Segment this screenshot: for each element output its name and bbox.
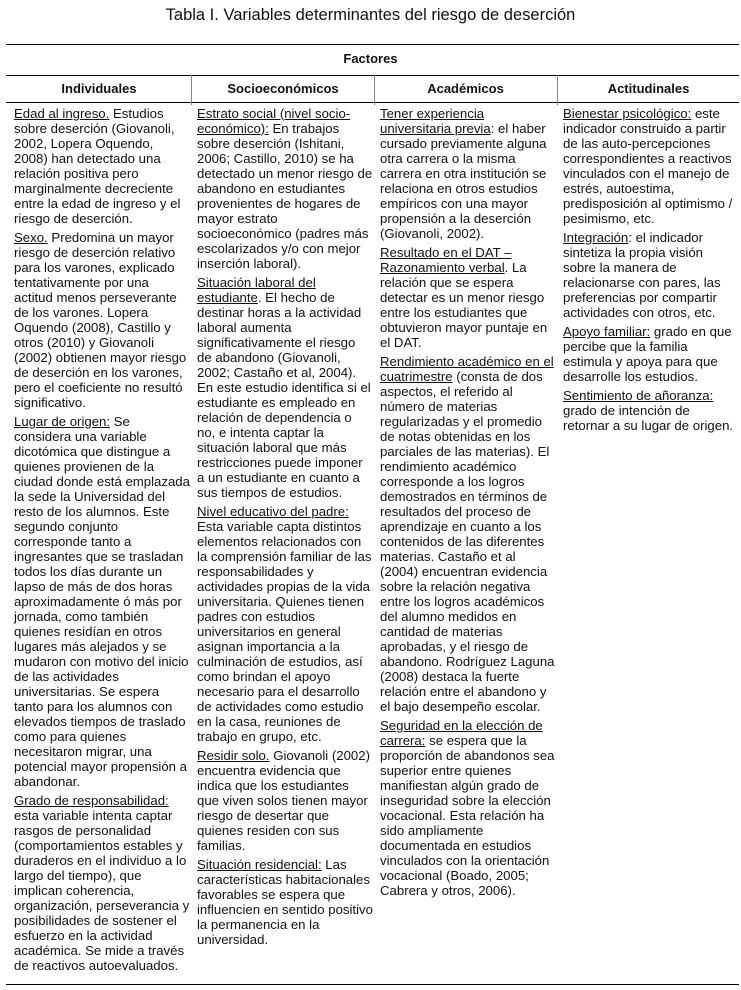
variable-description: esta variable intenta captar rasgos de personalidad (comportamientos estables y duraderos en el individuo a lo largo del tiempo), que implican coherencia, organización, perseverancia y posibilidades de sostener el esfuerzo en la actividad académica. Se mide a través de reactivos autoevaluados. bbox=[14, 808, 190, 973]
variable-term: Seguridad en la elección de carrera: bbox=[380, 718, 543, 748]
variable-entry bbox=[14, 230, 190, 410]
variable-description: Predomina un mayor riesgo de deserción relativo para los varones, explicado tentativamente por una actitud menos perseverante de los varones. Lopera Oquendo (2008), Castillo y otros (2010) y Giovanoli (2002) obtienen mayor riesgo de deserción en los varones, pero el coeficiente no resultó significativo. bbox=[14, 230, 187, 410]
variable-description: . El hecho de destinar horas a la actividad laboral aumenta significativamente el riesgo de abandono (Giovanoli, 2002; Castaño et al, 2004). En este estudio identifica si el estudiante es empleado en relación de dependencia o no, e intenta captar la situación laboral que más restricciones puede imponer a un estudiante en cuanto a sus tiempos de estudios. bbox=[197, 290, 371, 500]
variable-term: Situación laboral del estudiante bbox=[197, 275, 316, 305]
variable-description: grado en que percibe que la familia estimula y apoya para que desarrolle los estudios. bbox=[563, 324, 732, 384]
column-header-actitudinales: Actitudinales bbox=[607, 81, 690, 96]
variable-entry bbox=[197, 857, 373, 947]
column-header-rule bbox=[6, 102, 739, 103]
column-2-content bbox=[380, 106, 556, 902]
variable-term: Tener experiencia universitaria previa bbox=[380, 106, 491, 136]
variable-entry bbox=[197, 504, 373, 744]
variable-description: grado de intención de retornar a su lugar de origen. bbox=[563, 403, 734, 433]
variable-term: Resultado en el DAT – Razonamiento verbal bbox=[380, 245, 512, 275]
column-3-content bbox=[563, 106, 739, 437]
variable-entry bbox=[563, 324, 739, 384]
variable-description: Giovanoli (2002) encuentra evidencia que indica que los estudiantes que viven solos tienen mayor riesgo de desertar que quienes residen con sus familias. bbox=[197, 748, 370, 853]
variable-term: Sentimiento de añoranza: bbox=[563, 388, 714, 403]
variable-entry bbox=[14, 793, 190, 973]
variable-entry bbox=[563, 230, 739, 320]
variable-term: Nivel educativo del padre: bbox=[197, 504, 349, 519]
variable-term: Sexo. bbox=[14, 230, 48, 245]
variable-term: Situación residencial: bbox=[197, 857, 322, 872]
header-rule bbox=[6, 75, 739, 76]
variable-term: Edad al ingreso. bbox=[14, 106, 110, 121]
variable-description: Las características habitacionales favorables se espera que influencien en sentido positivo la permanencia en la universidad. bbox=[197, 857, 373, 947]
variable-description: Estudios sobre deserción (Giovanoli, 2002, Lopera Oquendo, 2008) han detectado una relación positiva pero marginalmente decreciente entre la edad de ingreso y el riesgo de deserción. bbox=[14, 106, 181, 226]
column-1-content bbox=[197, 106, 373, 951]
variable-description: Esta variable capta distintos elementos relacionados con la comprensión familiar de las responsabilidades y actividades propias de la vida universitaria. Quienes tienen padres con estudios universitarios en general asignan importancia a la culminación de estudios, así como brindan el apoyo necesario para el desarrollo de actividades como estudio en la casa, reuniones de trabajo en grupo, etc. bbox=[197, 519, 372, 744]
variable-term: Bienestar psicológico: bbox=[563, 106, 692, 121]
variable-term: Integración bbox=[563, 230, 629, 245]
variable-term: Rendimiento académico en el cuatrimestre bbox=[380, 354, 554, 384]
column-divider bbox=[374, 75, 375, 105]
column-header-academicos: Académicos bbox=[427, 81, 504, 96]
variable-term: Apoyo familiar: bbox=[563, 324, 651, 339]
variable-term: Residir solo. bbox=[197, 748, 270, 763]
variable-entry bbox=[563, 106, 739, 226]
variable-description: : el haber cursado previamente alguna otra carrera o la misma carrera en otra institución se relaciona en otros estudios empíricos con una mayor propensión a la deserción (Giovanoli, 2002). bbox=[380, 121, 547, 241]
variable-description: se espera que la proporción de abandonos sea superior entre quienes manifiestan algún grado de inseguridad sobre la elección vocacional. Esta relación ha sido ampliamente documentada en estudios vinculados con la orientación vocacional (Boado, 2005; Cabrera y otros, 2006). bbox=[380, 733, 555, 898]
variable-entry bbox=[380, 106, 556, 241]
variable-term: Estrato social (nivel socio-económico): bbox=[197, 106, 351, 136]
variable-description: . La relación que se espera detectar es un menor riesgo entre los estudiantes que obtuvieron mayor puntaje en el DAT. bbox=[380, 260, 548, 350]
variable-entry bbox=[197, 748, 373, 853]
variable-entry bbox=[380, 354, 556, 714]
variable-description: Se considera una variable dicotómica que distingue a quienes provienen de la ciudad donde está emplazada la sede la Universidad del resto de los alumnos. Este segundo conjunto corresponde tanto a ingresantes que se trasladan todos los días durante un lapso de más de dos horas aproximadamente ó más por jornada, como también quienes residían en otros lugares más alejados y se mudaron con motivo del inicio de las actividades universitarias. Se espera tanto para los alumnos con elevados tiempos de traslado como para quienes necesitaron migrar, una potencial mayor propensión a abandonar. bbox=[14, 414, 190, 789]
variable-entry bbox=[563, 388, 739, 433]
variable-entry bbox=[380, 245, 556, 350]
top-rule bbox=[6, 44, 739, 45]
column-header-individuales: Individuales bbox=[61, 81, 137, 96]
column-header-socioeconomicos: Socioeconómicos bbox=[227, 81, 339, 96]
variable-term: Grado de responsabilidad: bbox=[14, 793, 169, 808]
variable-entry bbox=[14, 414, 190, 789]
variable-description: (consta de dos aspectos, el referido al número de materias regularizadas y el promedio de notas obtenidas en los parciales de las materias). El rendimiento académico corresponde a los logros demostrados en términos de resultados del proceso de aprendizaje en cuanto a los contenidos de las diferentes materias. Castaño et al (2004) encuentran evidencia sobre la relación negativa entre los logros académicos del alumno medidos en cantidad de materias aprobadas, y el riesgo de abandono. Rodríguez Laguna (2008) destaca la fuerte relación entre el abandono y el bajo desempeño escolar. bbox=[380, 369, 555, 714]
group-header-factores: Factores bbox=[343, 51, 398, 66]
variable-description: : el indicador sintetiza la propia visión sobre la manera de relacionarse con pares, las preferencias por compartir actividades con otros, etc. bbox=[563, 230, 721, 320]
table-title: Tabla I. Variables determinantes del riesgo de deserción bbox=[165, 6, 576, 24]
variable-entry bbox=[14, 106, 190, 226]
variable-entry bbox=[197, 275, 373, 500]
variable-description: En trabajos sobre deserción (Ishitani, 2006; Castillo, 2010) se ha detectado un menor riesgo de abandono en estudiantes provenientes de hogares de mayor estrato socioeconómico (padres más escolarizados y/o con mejor inserción laboral). bbox=[197, 121, 373, 271]
variable-entry bbox=[380, 718, 556, 898]
column-divider bbox=[191, 75, 192, 105]
variable-term: Lugar de origen: bbox=[14, 414, 111, 429]
variable-entry bbox=[197, 106, 373, 271]
column-divider bbox=[557, 75, 558, 105]
variable-description: este indicador construido a partir de las auto-percepciones correspondientes a reactivos vinculados con el manejo de estrés, autoestima, predisposición al optimismo / pesimismo, etc. bbox=[563, 106, 733, 226]
column-0-content bbox=[14, 106, 190, 977]
bottom-rule bbox=[6, 984, 739, 985]
